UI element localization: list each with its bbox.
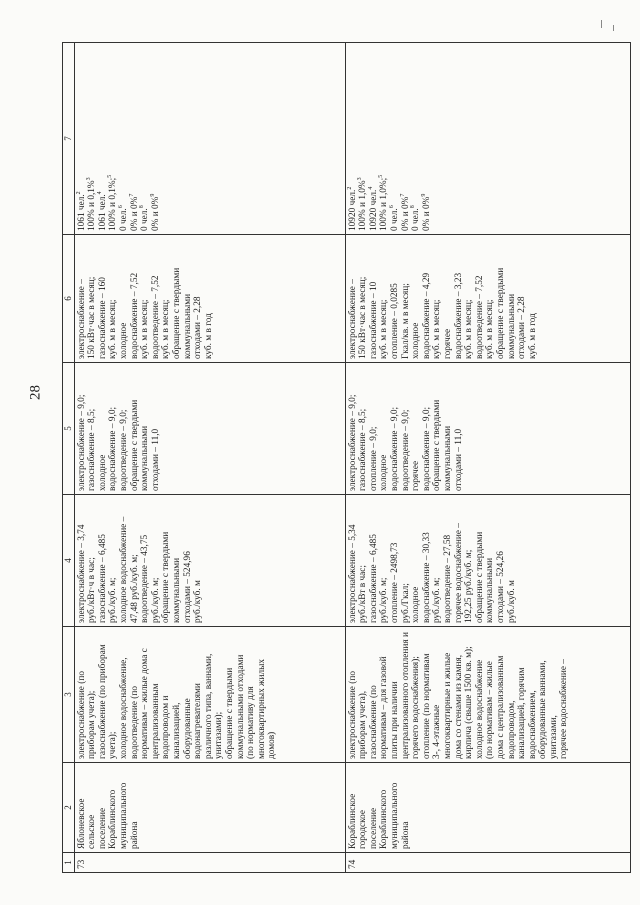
footnote-mark: 8	[139, 205, 146, 209]
tariffs-cell-line: руб./Гкал;	[400, 583, 411, 623]
growth-cell-line: отопление – 9,0;	[368, 426, 379, 491]
services-cell-line: многоквартирные и жилые	[442, 652, 453, 759]
services-cell-line: канализацией,	[171, 702, 182, 759]
population-cell-line: 0 чел.$^8$	[410, 205, 422, 231]
growth-cell-line: газоснабжение – 8,5;	[87, 408, 98, 491]
municipality-cell-line: Кораблинское	[347, 793, 358, 849]
municipality-cell-line: района	[129, 821, 140, 849]
volumes-cell-line: отопление – 0,0285	[389, 283, 400, 359]
tariffs-cell-line: отходами – 524,26	[495, 551, 506, 623]
tariffs-cell	[74, 495, 345, 627]
tariffs-cell-line: электроснабжение – 5,34	[347, 524, 358, 623]
column-header: 6	[63, 235, 75, 363]
services-cell-line: дома с централизованным	[495, 655, 506, 759]
scan-mark	[613, 25, 614, 31]
volumes-cell	[74, 235, 345, 363]
tariffs-cell-line: обращение с твердыми	[474, 531, 485, 623]
tariffs-cell-line: водоотведение – 27,58	[442, 534, 453, 623]
population-cell-line: 0% и 0%$^9$	[149, 193, 161, 231]
growth-cell	[345, 363, 630, 495]
tariffs-cell-line: 47,48 руб./куб. м;	[129, 554, 140, 623]
services-cell-line: газоснабжение (по	[368, 685, 379, 759]
tariffs-cell-line: руб./кВт в час;	[358, 564, 369, 623]
volumes-cell-line: 150 кВт·час в месяц;	[358, 276, 369, 359]
volumes-cell-line: водоснабжение – 7,52	[129, 272, 140, 359]
services-cell-line: водоотведение (по	[129, 686, 140, 759]
services-cell	[74, 627, 345, 763]
tariffs-cell-line: руб./куб. м;	[379, 577, 390, 623]
services-cell-line: оборудованные	[182, 698, 193, 759]
tariffs-cell-line: руб./куб. м	[193, 580, 204, 623]
volumes-cell-line: водоотведение – 7,52	[474, 275, 485, 359]
footnote-mark: 4	[367, 186, 374, 190]
column-header: 1	[63, 853, 75, 873]
population-cell-line: 100% и 0,1%$^3$	[86, 177, 98, 231]
municipality-cell-line: Кораблинского	[108, 789, 119, 849]
tariffs-cell-line: руб./куб. м;	[150, 577, 161, 623]
volumes-cell-line: куб. м в год	[527, 313, 538, 359]
footnote-mark: 9	[420, 193, 427, 197]
growth-cell-line: отходами – 11,0	[453, 428, 464, 491]
footnote-mark: 7	[399, 193, 406, 197]
municipality-cell-line: Яблоневское	[76, 798, 87, 849]
services-cell-line: кирпича (свыше 1500 кв. м);	[464, 646, 475, 759]
population-cell-line: 100% и 0,1%;$^5$	[107, 174, 119, 231]
tariffs-cell	[345, 495, 630, 627]
services-cell-line: водоснабжением,	[527, 690, 538, 759]
population-cell-line: 0% и 0%$^7$	[399, 193, 411, 231]
municipality-cell-line: Кораблинского	[379, 789, 390, 849]
services-cell-line: обращение с твердыми	[224, 667, 235, 759]
volumes-cell-line: куб. м в месяц;	[140, 299, 151, 359]
population-cell-line: 100% и 1,0%$^3$	[357, 177, 369, 231]
table-header-row	[63, 43, 75, 873]
volumes-cell-line: коммунальными	[182, 293, 193, 359]
footnote-mark: 7	[128, 193, 135, 197]
growth-cell-line: горячее	[411, 460, 422, 491]
growth-cell-line: холодное	[379, 454, 390, 491]
volumes-cell-line: куб. м в месяц;	[485, 299, 496, 359]
column-header: 4	[63, 495, 75, 627]
volumes-cell-line: горячее	[442, 328, 453, 359]
growth-cell-line: водоснабжение – 9,0;	[421, 406, 432, 491]
municipality-cell	[345, 763, 630, 853]
services-cell-line: централизованного отопления и	[400, 632, 411, 759]
services-cell-line: коммунальными отходами	[235, 654, 246, 759]
volumes-cell-line: холодное	[411, 322, 422, 359]
services-cell-line: многоквартирных жилых	[256, 659, 267, 759]
municipality-cell-line: поселение	[97, 807, 108, 849]
municipality-cell-line: сельское	[87, 814, 98, 849]
tariffs-cell-line: отходами – 524,96	[182, 551, 193, 623]
municipality-cell-line: муниципального	[118, 782, 129, 849]
footnote-mark: 4	[96, 191, 103, 195]
services-cell-line: приборам учета),	[358, 690, 369, 759]
tariff-table	[62, 42, 631, 873]
column-header: 5	[63, 363, 75, 495]
services-cell-line: водопроводом,	[506, 700, 517, 759]
volumes-cell-line: холодное	[118, 322, 129, 359]
tariffs-cell-line: горячее водоснабжение –	[453, 523, 464, 623]
services-cell-line: плиты при наличии	[389, 681, 400, 759]
column-header: 3	[63, 627, 75, 763]
volumes-cell-line: куб. м в месяц;	[108, 299, 119, 359]
rotated-table-wrapper	[62, 43, 626, 873]
growth-cell-line: обращение с твердыми	[129, 399, 140, 491]
volumes-cell-line: куб. м в месяц;	[379, 299, 390, 359]
population-cell	[74, 43, 345, 235]
tariffs-cell-line: руб./кВт·ч в час;	[87, 557, 98, 623]
scan-mark	[601, 20, 602, 28]
services-cell-line: холодное водоснабжение	[474, 659, 485, 759]
volumes-cell-line: куб. м в год	[203, 313, 214, 359]
tariffs-cell-line: руб./куб. м	[506, 580, 517, 623]
services-cell-line: газоснабжение (по приборам	[97, 644, 108, 759]
volumes-cell-line: водоотведение – 7,52	[150, 275, 161, 359]
services-cell-line: унитазами);	[214, 711, 225, 759]
population-cell-line: 100% и 1,0%;$^5$	[378, 174, 390, 231]
services-cell-line: электроснабжение (по	[347, 671, 358, 759]
footnote-mark: 5	[378, 174, 385, 178]
volumes-cell	[345, 235, 630, 363]
municipality-cell	[74, 763, 345, 853]
row-number: 74	[345, 853, 630, 873]
growth-cell-line: коммунальными	[442, 425, 453, 491]
population-cell	[345, 43, 630, 235]
tariffs-cell-line: холодное	[411, 586, 422, 623]
services-cell-line: 3-, 4-этажные	[432, 704, 443, 759]
volumes-cell-line: газоснабжение – 10	[368, 281, 379, 359]
growth-cell-line: холодное	[97, 454, 108, 491]
footnote-mark: 6	[388, 205, 395, 209]
volumes-cell-line: 150 кВт·час в месяц;	[87, 276, 98, 359]
table-row	[345, 43, 630, 873]
services-cell-line: нормативам – жилые дома с	[140, 648, 151, 759]
services-cell-line: унитазами,	[548, 715, 559, 759]
footnote-mark: 3	[86, 177, 93, 181]
tariffs-cell-line: коммунальными	[485, 557, 496, 623]
population-cell-line: 0% и 0%$^9$	[420, 193, 432, 231]
population-cell-line: 1061 чел.$^4$	[96, 191, 108, 231]
population-cell-line: 0 чел.$^8$	[139, 205, 151, 231]
footnote-mark: 2	[346, 186, 353, 190]
services-cell-line: холодное водоснабжение,	[118, 657, 129, 759]
table-row	[74, 43, 345, 873]
tariffs-cell-line: электроснабжение – 3,74	[76, 524, 87, 623]
tariffs-cell-line: руб./куб. м;	[108, 577, 119, 623]
municipality-cell-line: муниципального	[389, 782, 400, 849]
volumes-cell-line: водоснабжение – 4,29	[421, 272, 432, 359]
tariffs-cell-line: водоотведение – 43,75	[140, 534, 151, 623]
tariffs-cell-line: холодное водоснабжение –	[118, 516, 129, 623]
growth-cell-line: отходами – 11,0	[150, 428, 161, 491]
services-cell-line: отопление (по нормативам	[421, 653, 432, 759]
footnote-mark: 5	[107, 174, 114, 178]
tariffs-cell-line: газоснабжение – 6,485	[97, 534, 108, 623]
services-cell-line: домов)	[267, 731, 278, 759]
volumes-cell-line: коммунальными	[506, 293, 517, 359]
volumes-cell-line: обращение с твердыми	[495, 267, 506, 359]
services-cell-line: оборудованные ваннами,	[538, 660, 549, 759]
growth-cell-line: водоотведение – 9,0;	[400, 409, 411, 491]
volumes-cell-line: газоснабжение – 160	[97, 277, 108, 359]
municipality-cell-line: городское	[358, 809, 369, 849]
tariffs-cell-line: водоснабжение – 30,33	[421, 532, 432, 623]
footnote-mark: 2	[75, 191, 82, 195]
population-cell-line: 0 чел.$^6$	[388, 205, 400, 231]
footnote-mark: 9	[149, 193, 156, 197]
population-cell-line: 10920 чел.$^2$	[346, 186, 358, 231]
services-cell-line: дома со стенами из камня,	[453, 654, 464, 759]
tariffs-cell-line: отопление – 2498,73	[389, 542, 400, 623]
volumes-cell-line: Гкал/кв. м в месяц;	[400, 283, 411, 359]
services-cell-line: горячее водоснабжение –	[559, 659, 570, 759]
services-cell-line: канализацией, горячим	[517, 667, 528, 759]
services-cell-line: (по нормативам – жилые	[485, 661, 496, 759]
population-cell-line: 0 чел.$^6$	[117, 205, 129, 231]
volumes-cell-line: водоснабжение – 3,23	[453, 272, 464, 359]
footnote-mark: 6	[117, 205, 124, 209]
services-cell-line: горячего водоснабжения);	[411, 656, 422, 759]
services-cell-line: приборам учета);	[87, 690, 98, 759]
services-cell-line: учета);	[108, 731, 119, 759]
tariffs-cell-line: руб./куб. м;	[432, 577, 443, 623]
services-cell-line: нормативам – для газовой	[379, 656, 390, 759]
services-cell-line: водонагревателями	[193, 683, 204, 759]
growth-cell-line: водоотведение – 9,0;	[118, 409, 129, 491]
services-cell-line: различного типа, ваннами,	[203, 653, 214, 759]
volumes-cell-line: отходами – 2,28	[193, 296, 204, 359]
services-cell-line: электроснабжение (по	[76, 671, 87, 759]
municipality-cell-line: района	[400, 821, 411, 849]
column-header: 2	[63, 763, 75, 853]
services-cell	[345, 627, 630, 763]
growth-cell-line: обращение с твердыми	[432, 399, 443, 491]
municipality-cell-line: поселение	[368, 807, 379, 849]
growth-cell-line: водоснабжение – 9,0;	[389, 406, 400, 491]
volumes-cell-line: электроснабжение –	[347, 279, 358, 359]
services-cell-line: централизованным	[150, 683, 161, 759]
growth-cell-line: газоснабжение – 8,5;	[358, 408, 369, 491]
growth-cell-line: коммунальными	[140, 425, 151, 491]
volumes-cell-line: куб. м в месяц;	[161, 299, 172, 359]
services-cell-line: (по нормативу для	[246, 686, 257, 759]
footnote-mark: 8	[410, 205, 417, 209]
tariffs-cell-line: обращение с твердыми	[161, 531, 172, 623]
tariffs-cell-line: 192,25 руб./куб. м;	[464, 549, 475, 623]
row-number: 73	[74, 853, 345, 873]
page-number: 28	[27, 385, 44, 400]
services-cell-line: водопроводом и	[161, 695, 172, 759]
growth-cell-line: водоснабжение – 9,0;	[108, 406, 119, 491]
volumes-cell-line: обращение с твердыми	[171, 267, 182, 359]
volumes-cell-line: отходами – 2,28	[517, 296, 528, 359]
tariffs-cell-line: газоснабжение – 6,485	[368, 534, 379, 623]
growth-cell	[74, 363, 345, 495]
population-cell-line: 0% и 0%$^7$	[128, 193, 140, 231]
volumes-cell-line: электроснабжение –	[76, 279, 87, 359]
footnote-mark: 3	[357, 177, 364, 181]
growth-cell-line: электроснабжение – 9,0;	[347, 394, 358, 491]
population-cell-line: 10920 чел.$^4$	[367, 186, 379, 231]
growth-cell-line: электроснабжение – 9,0;	[76, 394, 87, 491]
column-header: 7	[63, 43, 75, 235]
volumes-cell-line: куб. м в месяц;	[464, 299, 475, 359]
tariffs-cell-line: коммунальными	[171, 557, 182, 623]
population-cell-line: 1061 чел.$^2$	[75, 191, 87, 231]
volumes-cell-line: куб. м в месяц;	[432, 299, 443, 359]
